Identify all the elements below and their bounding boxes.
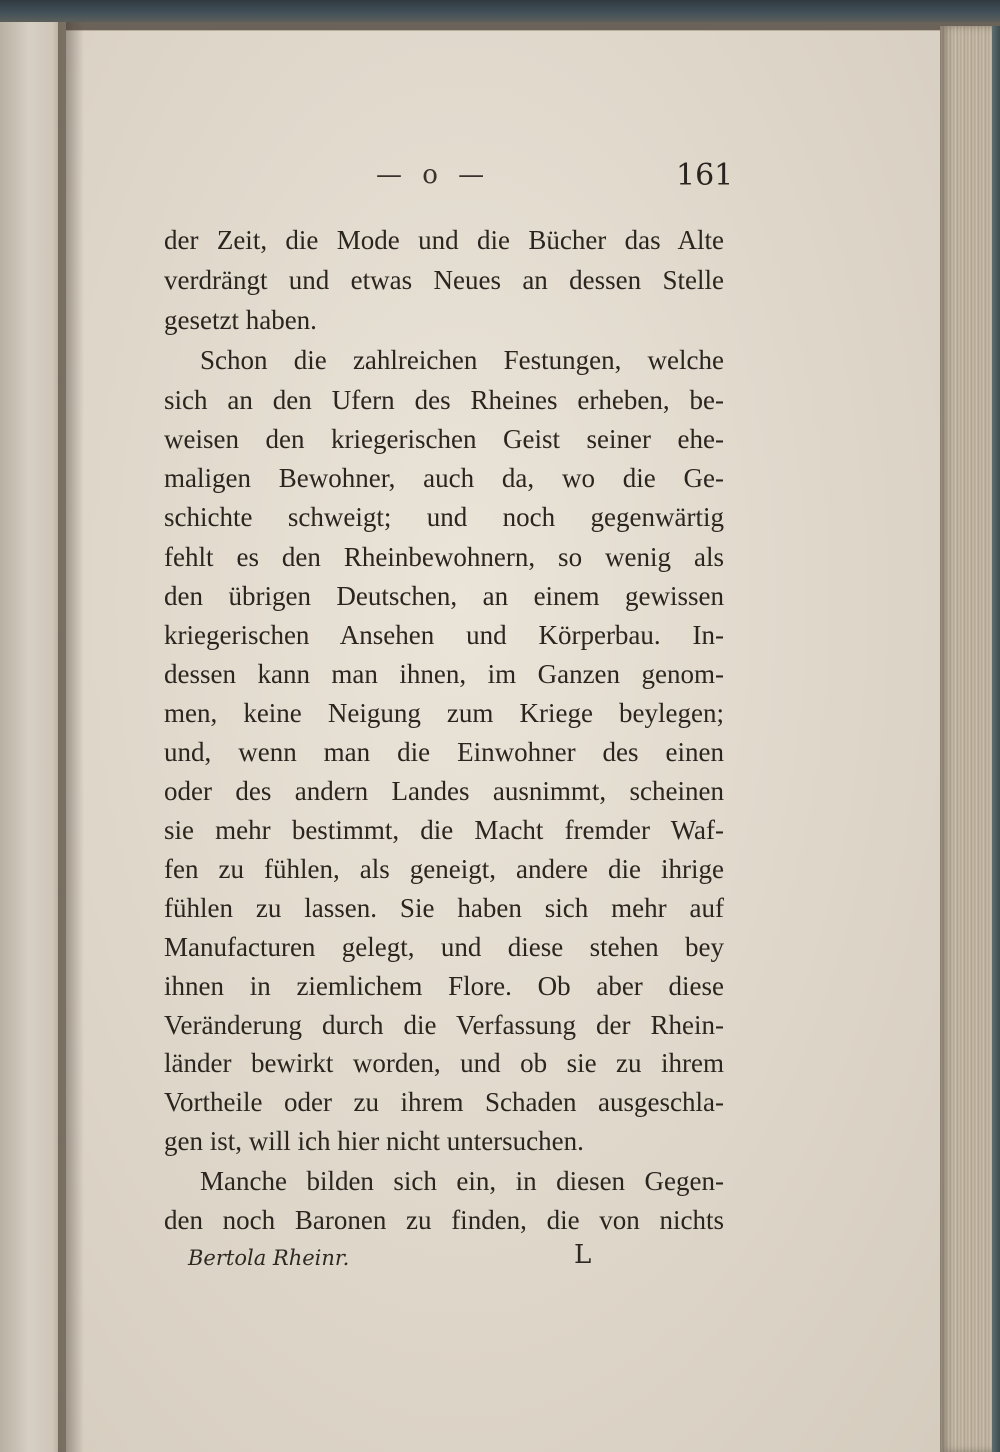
text-line: oder des andern Landes ausnimmt, scheinen <box>164 776 724 806</box>
text-line: fen zu fühlen, als geneigt, andere die ihrige <box>164 854 724 884</box>
sheet-signature: L <box>574 1240 592 1270</box>
text-line: der Zeit, die Mode und die Bücher das Alte <box>164 225 724 255</box>
text-line: länder bewirkt worden, und ob sie zu ihrem <box>164 1048 724 1078</box>
catchword-signature: Bertola Rheinr. <box>188 1246 350 1270</box>
text-line: sich an den Ufern des Rheines erheben, be- <box>164 385 724 415</box>
page-edges <box>940 26 1000 1452</box>
text-line: den noch Baronen zu finden, die von nichts <box>164 1205 724 1235</box>
book-cover-side <box>992 26 1000 1452</box>
text-line: men, keine Neigung zum Kriege beylegen; <box>164 698 724 728</box>
text-line: Vortheile oder zu ihrem Schaden ausgeschla- <box>164 1087 724 1117</box>
page-number: 161 <box>676 158 734 193</box>
text-line: schichte schweigt; und noch gegenwärtig <box>164 502 724 532</box>
text-line: kriegerischen Ansehen und Körperbau. In- <box>164 620 724 650</box>
page-gutter <box>58 22 84 1452</box>
text-line: maligen Bewohner, auch da, wo die Ge- <box>164 463 724 493</box>
text-line: Schon die zahlreichen Festungen, welche <box>200 345 724 375</box>
text-line: weisen den kriegerischen Geist seiner ehe- <box>164 424 724 454</box>
text-line: ihnen in ziemlichem Flore. Ob aber diese <box>164 971 724 1001</box>
text-line: Manufacturen gelegt, und diese stehen bey <box>164 932 724 962</box>
text-line: gesetzt haben. <box>164 305 317 335</box>
text-line: gen ist, will ich hier nicht untersuchen. <box>164 1126 584 1156</box>
text-line: den übrigen Deutschen, an einem gewissen <box>164 581 724 611</box>
text-line: dessen kann man ihnen, im Ganzen genom- <box>164 659 724 689</box>
text-line: fehlt es den Rheinbewohnern, so wenig als <box>164 542 724 572</box>
book-cover-edge <box>0 0 1000 22</box>
text-line: Veränderung durch die Verfassung der Rhein- <box>164 1010 724 1040</box>
text-line: sie mehr bestimmt, die Macht fremder Waf- <box>164 815 724 845</box>
facing-page <box>0 22 66 1452</box>
text-line: und, wenn man die Einwohner des einen <box>164 737 724 767</box>
text-line: Manche bilden sich ein, in diesen Gegen- <box>200 1166 724 1196</box>
text-line: verdrängt und etwas Neues an dessen Stelle <box>164 265 724 295</box>
running-head: — o — <box>376 160 491 190</box>
text-line: fühlen zu lassen. Sie haben sich mehr auf <box>164 893 724 923</box>
